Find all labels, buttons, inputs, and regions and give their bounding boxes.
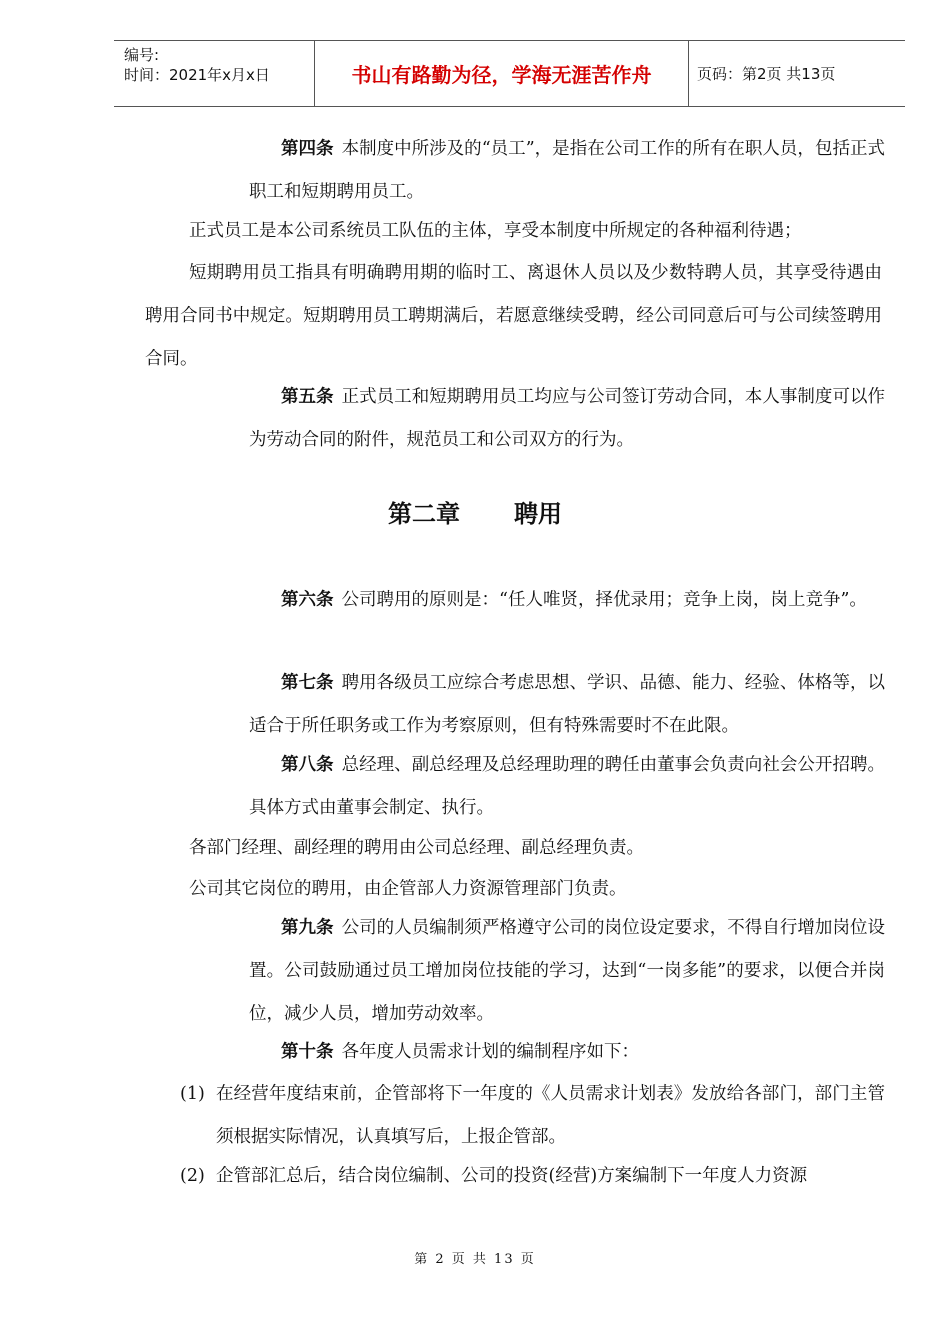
article-label: 第五条 — [281, 387, 334, 407]
article-6 — [249, 579, 885, 622]
article-label: 第十条 — [281, 1042, 334, 1062]
article-text: 聘用各级员工应综合考虑思想、学识、品德、能力、经验、体格等，以适合于所任职务或工作为考察原则，但有特殊需要时不在此限。 — [249, 673, 886, 736]
list-item-number: (2) — [180, 1166, 205, 1186]
document-number-label: 编号: — [124, 46, 160, 64]
article-text: 本制度中所涉及的“员工”，是指在公司工作的所有在职人员，包括正式职工和短期聘用员工。 — [249, 139, 885, 202]
paragraph-other-positions: 公司其它岗位的聘用，由企管部人力资源管理部门负责。 — [189, 879, 627, 899]
list-item — [180, 1155, 885, 1198]
article-label: 第九条 — [281, 918, 334, 938]
header-meta — [114, 41, 315, 106]
article-label: 第六条 — [281, 590, 334, 610]
article-label: 第八条 — [281, 755, 334, 775]
article-text: 公司的人员编制须严格遵守公司的岗位设定要求，不得自行增加岗位设置。公司鼓励通过员工增加岗位技能的学习，达到“一岗多能”的要求，以便合并岗位，减少人员，增加劳动效率。 — [249, 918, 886, 1024]
article-text: 总经理、副总经理及总经理助理的聘任由董事会负责向社会公开招聘。具体方式由董事会制定、执行。 — [249, 755, 886, 818]
article-10 — [249, 1031, 885, 1074]
header-page-info: 页码：第2页 共13页 — [697, 65, 836, 83]
article-text: 正式员工和短期聘用员工均应与公司签订劳动合同，本人事制度可以作为劳动合同的附件，规范员工和公司双方的行为。 — [249, 387, 886, 450]
article-4 — [249, 128, 885, 214]
paragraph-regular-staff: 正式员工是本公司系统员工队伍的主体，享受本制度中所规定的各种福利待遇； — [189, 221, 802, 241]
paragraph-dept-managers: 各部门经理、副经理的聘用由公司总经理、副总经理负责。 — [189, 838, 644, 858]
list-item-number: (1) — [180, 1084, 205, 1104]
article-text: 公司聘用的原则是：“任人唯贤，择优录用；竞争上岗，岗上竞争”。 — [341, 590, 867, 610]
document-time-label: 时间：2021年x月x日 — [124, 66, 270, 84]
paragraph-short-term-staff: 短期聘用员工指具有明确聘用期的临时工、离退休人员以及少数特聘人员，其享受待遇由聘用合同书中规定。短期聘用员工聘期满后，若愿意继续受聘，经公司同意后可与公司续签聘用合同。 — [145, 263, 882, 369]
list-item — [180, 1073, 885, 1159]
article-label: 第四条 — [281, 139, 334, 159]
chapter-heading — [0, 494, 950, 529]
header-motto: 书山有路勤为径，学海无涯苦作舟 — [315, 41, 689, 106]
article-text: 各年度人员需求计划的编制程序如下： — [341, 1042, 639, 1062]
page-header — [114, 40, 905, 107]
article-7 — [249, 662, 885, 748]
article-8 — [249, 744, 885, 830]
chapter-number: 第二章 — [388, 500, 460, 528]
article-label: 第七条 — [281, 673, 334, 693]
list-item-text: 企管部汇总后，结合岗位编制、公司的投资(经营)方案编制下一年度人力资源 — [216, 1166, 808, 1186]
chapter-title: 聘用 — [514, 500, 562, 528]
list-item-text: 在经营年度结束前，企管部将下一年度的《人员需求计划表》发放给各部门，部门主管须根据实际情况，认真填写后，上报企管部。 — [216, 1084, 885, 1147]
article-9 — [249, 907, 885, 1036]
page-footer: 第 2 页 共 13 页 — [414, 1252, 536, 1267]
article-5 — [249, 376, 885, 462]
